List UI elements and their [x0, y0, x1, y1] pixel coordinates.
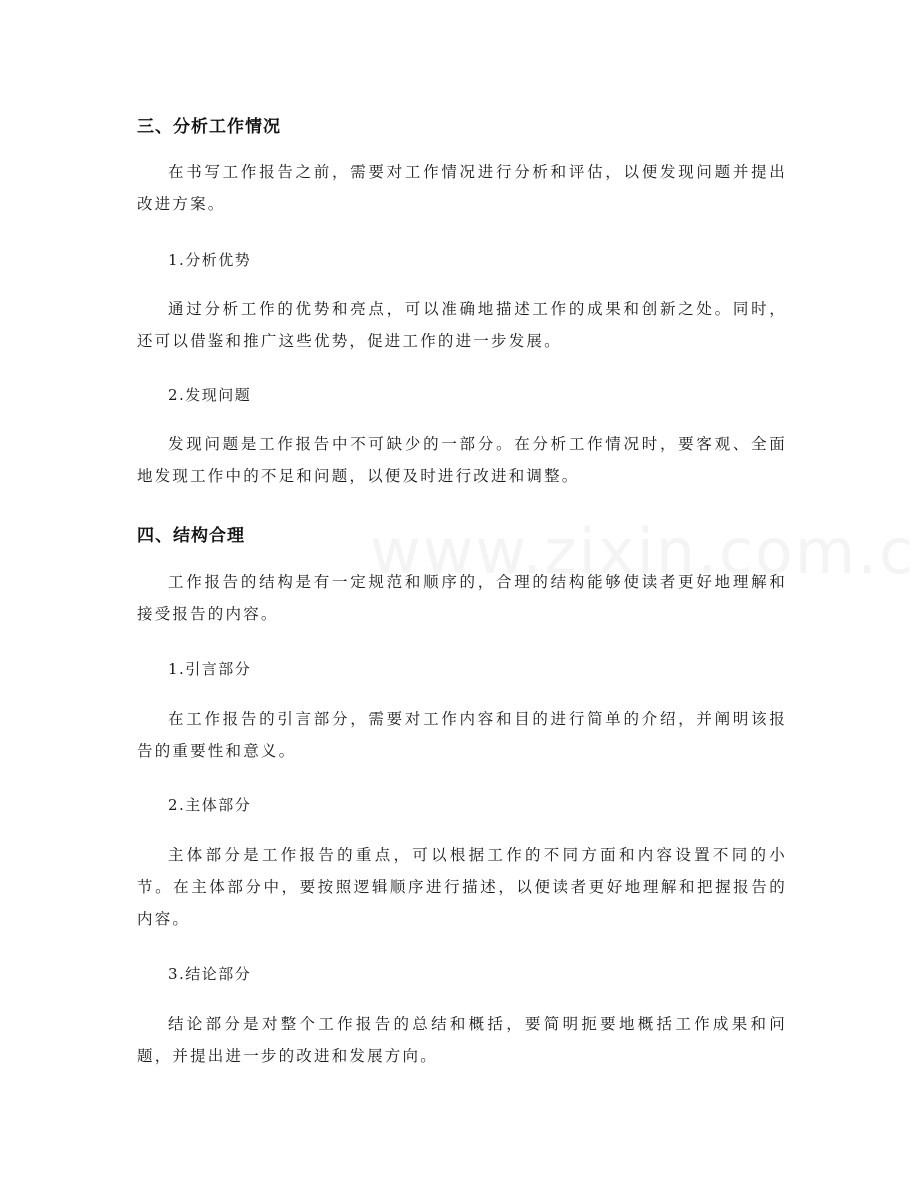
- subsection-paragraph: 在工作报告的引言部分，需要对工作内容和目的进行简单的介绍，并阐明该报告的重要性和意义。: [137, 710, 787, 760]
- section-intro-paragraph: 在书写工作报告之前，需要对工作情况进行分析和评估，以便发现问题并提出改进方案。: [137, 163, 787, 213]
- subsection-title: 1.分析优势: [168, 251, 252, 269]
- subsection-title: 2.主体部分: [168, 796, 252, 814]
- subsection-paragraph: 结论部分是对整个工作报告的总结和概括，要简明扼要地概括工作成果和问题，并提出进一步的改进和发展方向。: [137, 1015, 787, 1065]
- subsection-paragraph: 通过分析工作的优势和亮点，可以准确地描述工作的成果和创新之处。同时，还可以借鉴和推广这些优势，促进工作的进一步发展。: [137, 300, 787, 350]
- section-heading-analysis: 三、分析工作情况: [137, 117, 281, 137]
- subsection-paragraph: 主体部分是工作报告的重点，可以根据工作的不同方面和内容设置不同的小节。在主体部分中，要按照逻辑顺序进行描述，以便读者更好地理解和把握报告的内容。: [137, 846, 787, 928]
- subsection-title: 3.结论部分: [168, 965, 252, 983]
- subsection-title: 1.引言部分: [168, 660, 252, 678]
- subsection-title: 2.发现问题: [168, 386, 252, 404]
- section-heading-structure: 四、结构合理: [137, 526, 245, 546]
- section-intro-paragraph: 工作报告的结构是有一定规范和顺序的，合理的结构能够使读者更好地理解和接受报告的内容。: [137, 573, 787, 623]
- subsection-paragraph: 发现问题是工作报告中不可缺少的一部分。在分析工作情况时，要客观、全面地发现工作中的不足和问题，以便及时进行改进和调整。: [137, 435, 787, 485]
